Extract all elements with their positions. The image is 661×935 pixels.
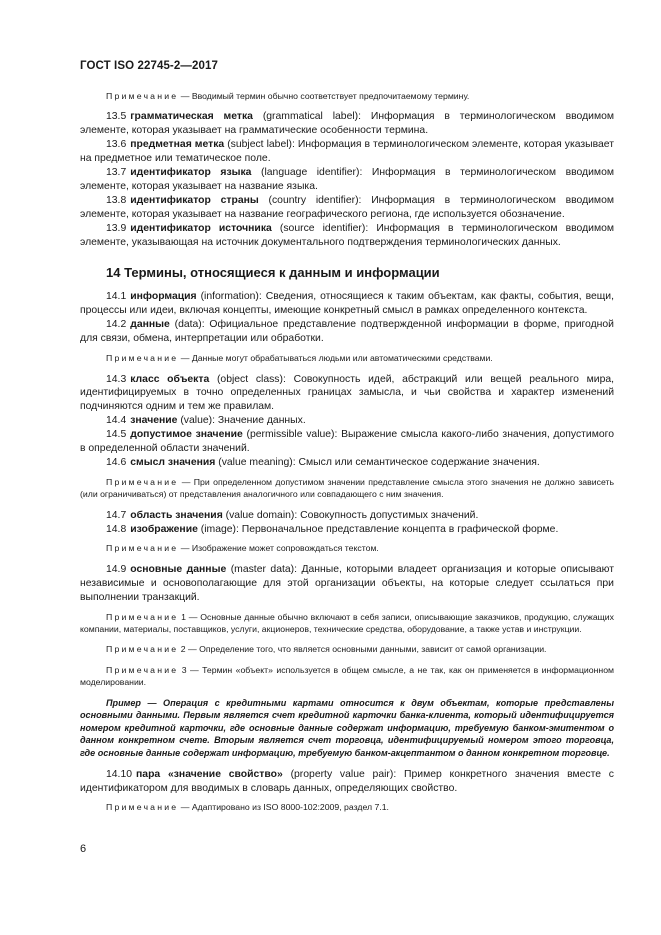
term-13-9: 13.9 идентификатор источника (source identifier): Информация в терминологическом вводимом элементе, указывающая на источник документального подтверждения терминологических данных. [80,222,615,248]
term-14-5: 14.5 допустимое значение (permissible value): Выражение смысла какого-либо значения, допустимого в определенной области значений. [80,429,614,455]
term-13-6: 13.6 предметная метка (subject label): Информация в терминологическом элементе, которая указывает на предметное или тематическое поле. [80,139,614,165]
note-label: Примечание [106,644,179,655]
term-14-1: 14.1 информация (information): Сведения, относящиеся к таким объектам, как факты, события, вещи, процессы или идеи, включая концепты, имеющие конкретный смысл в рамках определенного контекста. [80,291,614,317]
note: Примечание — Изображение может сопровождаться текстом. [106,543,379,554]
term-name: грамматическая метка [130,111,253,123]
term-name: идентификатор страны [130,194,259,206]
term-14-2: 14.2 данные (data): Официальное представление подтвержденной информации в форме, пригодной для связи, обмена, интерпретации или обработки. [80,319,614,345]
note-label: Примечание [106,476,179,487]
term-name: пара «значение свойство» [136,768,283,780]
term-14-8: 14.8 изображение (image): Первоначальное представление концепта в графической форме. [106,523,559,535]
term-13-5: 13.5 грамматическая метка (grammatical label): Информация в терминологическом вводимом элементе, которая указывает на грамматические особенности термина. [80,111,615,137]
term-name: смысл значения [130,456,216,468]
term-14-9: 14.9 основные данные (master data): Данные, которыми владеет организация и которые описывают независимые и основополагающие для этой организации объекты, на которые следует ссылаться при выполнении транзакций. [80,563,614,603]
example-block: Пример — Операция с кредитными картами относится к двум объектам, которые представлены основными данными. Первым является счет кредитной карточки банка-клиента, который идентифицируется номером кредитной карточки, где основные данные содержат информацию, требуемую банком-эмитентом о данном конкретном счете. Вторым является счет торговца, идентифицируемый номером этого торговца, где основные данные содержат информацию, требуемую банком-акцептантом о данном конкретном торговце. [80,697,614,758]
term-name: идентификатор языка [130,167,252,179]
note: Примечание 3 — Термин «объект» используется в общем смысле, а не так, как он применяется в информационном моделировании. [80,664,614,688]
term-name: допустимое значение [130,429,243,441]
term-14-3: 14.3 класс объекта (object class): Совокупность идей, абстракций или вещей реального мира, идентифицируемых в точно определенных границах замысла, и чьи свойства и характер изменений подчиняются одним и тем же правилам. [80,373,615,413]
term-13-7: 13.7 идентификатор языка (language identifier): Информация в терминологическом вводимом элементе, которая указывает на название языка. [80,167,614,192]
term-name: класс объекта [130,373,210,385]
page-number: 6 [80,843,87,855]
note: Примечание 1 — Основные данные обычно включают в себя записи, описывающие заказчиков, продукцию, служащих компании, материалы, поставщиков, услуги, акционеров, технические средства, оборудование, а также устав и инструкции. [80,611,615,634]
note: Примечание 2 — Определение того, что является основными данными, зависит от самой организации. [106,644,547,655]
note-label: Примечание [106,664,179,675]
term-14-10: 14.10 пара «значение свойство» (property value pair): Пример конкретного значения вместе с идентификатором для вводимых в словарь данных, определяющих свойство. [80,768,615,794]
note-label: Примечание [106,543,179,554]
term-name: идентификатор источника [130,222,272,234]
term-14-4: 14.4 значение (value): Значение данных. [106,415,306,427]
note-label: Примечание [106,353,179,364]
note: Примечание — При определенном допустимом значении представление смысла этого значения не должно зависеть (или ограничиваться) от представления аналогичного или совпадающего с ним значения. [80,476,614,500]
term-name: основные данные [130,563,227,575]
note: Примечание — Вводимый термин обычно соответствует предпочитаемому термину. [106,91,470,101]
document-header: ГОСТ ISO 22745-2—2017 [80,60,218,72]
document-body [80,90,614,822]
term-name: значение [130,415,178,427]
term-name: предметная метка [130,139,225,151]
note-label: Примечание [106,802,179,813]
term-14-7: 14.7 область значения (value domain): Совокупность допустимых значений. [106,509,479,521]
note-label: Примечание [106,611,179,622]
term-14-6: 14.6 смысл значения (value meaning): Смысл или семантическое содержание значения. [106,456,540,468]
note-label: Примечание [106,91,179,101]
note: Примечание — Данные могут обрабатываться людьми или автоматическими средствами. [106,353,493,364]
term-name: изображение [130,523,198,535]
note: Примечание — Адаптировано из ISO 8000-102:2009, раздел 7.1. [106,802,389,813]
section-heading: 14 Термины, относящиеся к данным и информации [106,265,440,281]
term-13-8: 13.8 идентификатор страны (country identifier): Информация в терминологическом вводимом элементе, которая указывает на название географического региона, где используется обозначение. [80,194,615,220]
term-name: область значения [130,509,223,521]
term-name: информация [130,291,197,303]
term-name: данные [130,319,170,331]
